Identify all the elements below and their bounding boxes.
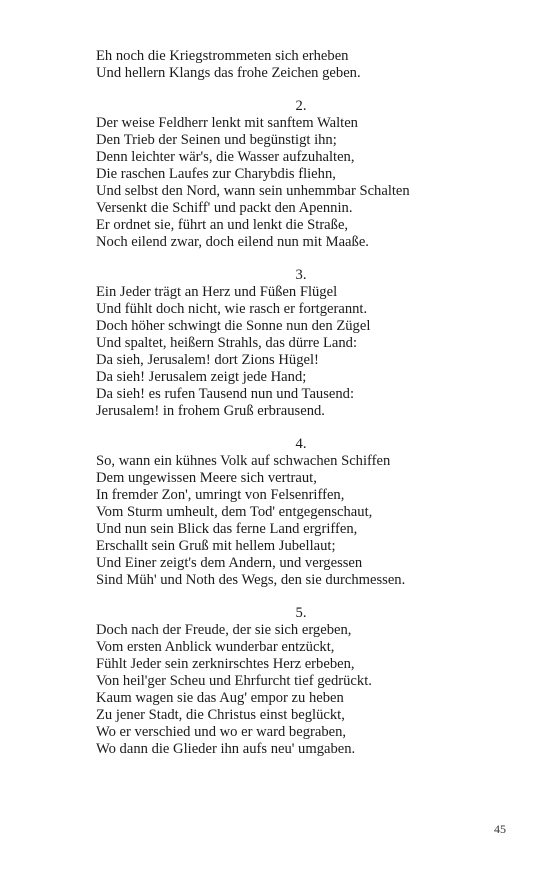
verse-line: Da sieh! Jerusalem zeigt jede Hand; [96,369,307,385]
verse-line: Zu jener Stadt, die Christus einst beglückt, [96,707,345,723]
verse-line: Und hellern Klangs das frohe Zeichen geben. [96,65,361,81]
stanza-3 [96,267,516,420]
poem-page [96,48,516,774]
verse-line: Doch nach der Freude, der sie sich ergeben, [96,622,352,638]
verse-line: Von heil'ger Scheu und Ehrfurcht tief gedrückt. [96,673,372,689]
verse-line: Er ordnet sie, führt an und lenkt die Straße, [96,217,349,233]
verse-line: Doch höher schwingt die Sonne nun den Zügel [96,318,371,334]
verse-line: Vom Sturm umheult, dem Tod' entgegenschaut, [96,504,373,520]
verse-line: Versenkt die Schiff' und packt den Apennin. [96,200,353,216]
verse-line: Und spaltet, heißern Strahls, das dürre Land: [96,335,357,351]
verse-line: Erschallt sein Gruß mit hellem Jubellaut; [96,538,336,554]
verse-line: Und Einer zeigt's dem Andern, und vergessen [96,555,363,571]
stanza-4 [96,436,516,589]
stanza-number: 4. [295,436,307,452]
verse-line: Kaum wagen sie das Aug' empor zu heben [96,690,344,706]
verse-line: Jerusalem! in frohem Gruß erbrausend. [96,403,325,419]
verse-line: Eh noch die Kriegstrommeten sich erheben [96,48,349,64]
verse-line: Vom ersten Anblick wunderbar entzückt, [96,639,335,655]
page-number: 45 [494,822,506,836]
stanza-2 [96,98,516,251]
verse-line: Der weise Feldherr lenkt mit sanftem Walten [96,115,358,131]
verse-line: Fühlt Jeder sein zerknirschtes Herz erbeben, [96,656,355,672]
verse-line: In fremder Zon', umringt von Felsenriffen, [96,487,345,503]
verse-line: Und fühlt doch nicht, wie rasch er fortgerannt. [96,301,368,317]
verse-line: Die raschen Laufes zur Charybdis fliehn, [96,166,336,182]
verse-line: Sind Müh' und Noth des Wegs, den sie durchmessen. [96,572,406,588]
verse-line: Wo dann die Glieder ihn aufs neu' umgaben. [96,741,356,757]
verse-line: Da sieh! es rufen Tausend nun und Tausend: [96,386,355,402]
verse-line: Wo er verschied und wo er ward begraben, [96,724,347,740]
verse-line: Ein Jeder trägt an Herz und Füßen Flügel [96,284,338,300]
stanza-1 [96,48,516,82]
stanza-number: 2. [295,98,307,114]
verse-line: Den Trieb der Seinen und begünstigt ihn; [96,132,337,148]
verse-line: So, wann ein kühnes Volk auf schwachen Schiffen [96,453,391,469]
verse-line: Da sieh, Jerusalem! dort Zions Hügel! [96,352,319,368]
verse-line: Dem ungewissen Meere sich vertraut, [96,470,317,486]
stanza-5 [96,605,516,758]
verse-line: Und nun sein Blick das ferne Land ergriffen, [96,521,358,537]
verse-line: Noch eilend zwar, doch eilend nun mit Maaße. [96,234,369,250]
stanza-number: 3. [295,267,307,283]
verse-line: Denn leichter wär's, die Wasser aufzuhalten, [96,149,355,165]
verse-line: Und selbst den Nord, wann sein unhemmbar Schalten [96,183,410,199]
stanza-number: 5. [295,605,307,621]
